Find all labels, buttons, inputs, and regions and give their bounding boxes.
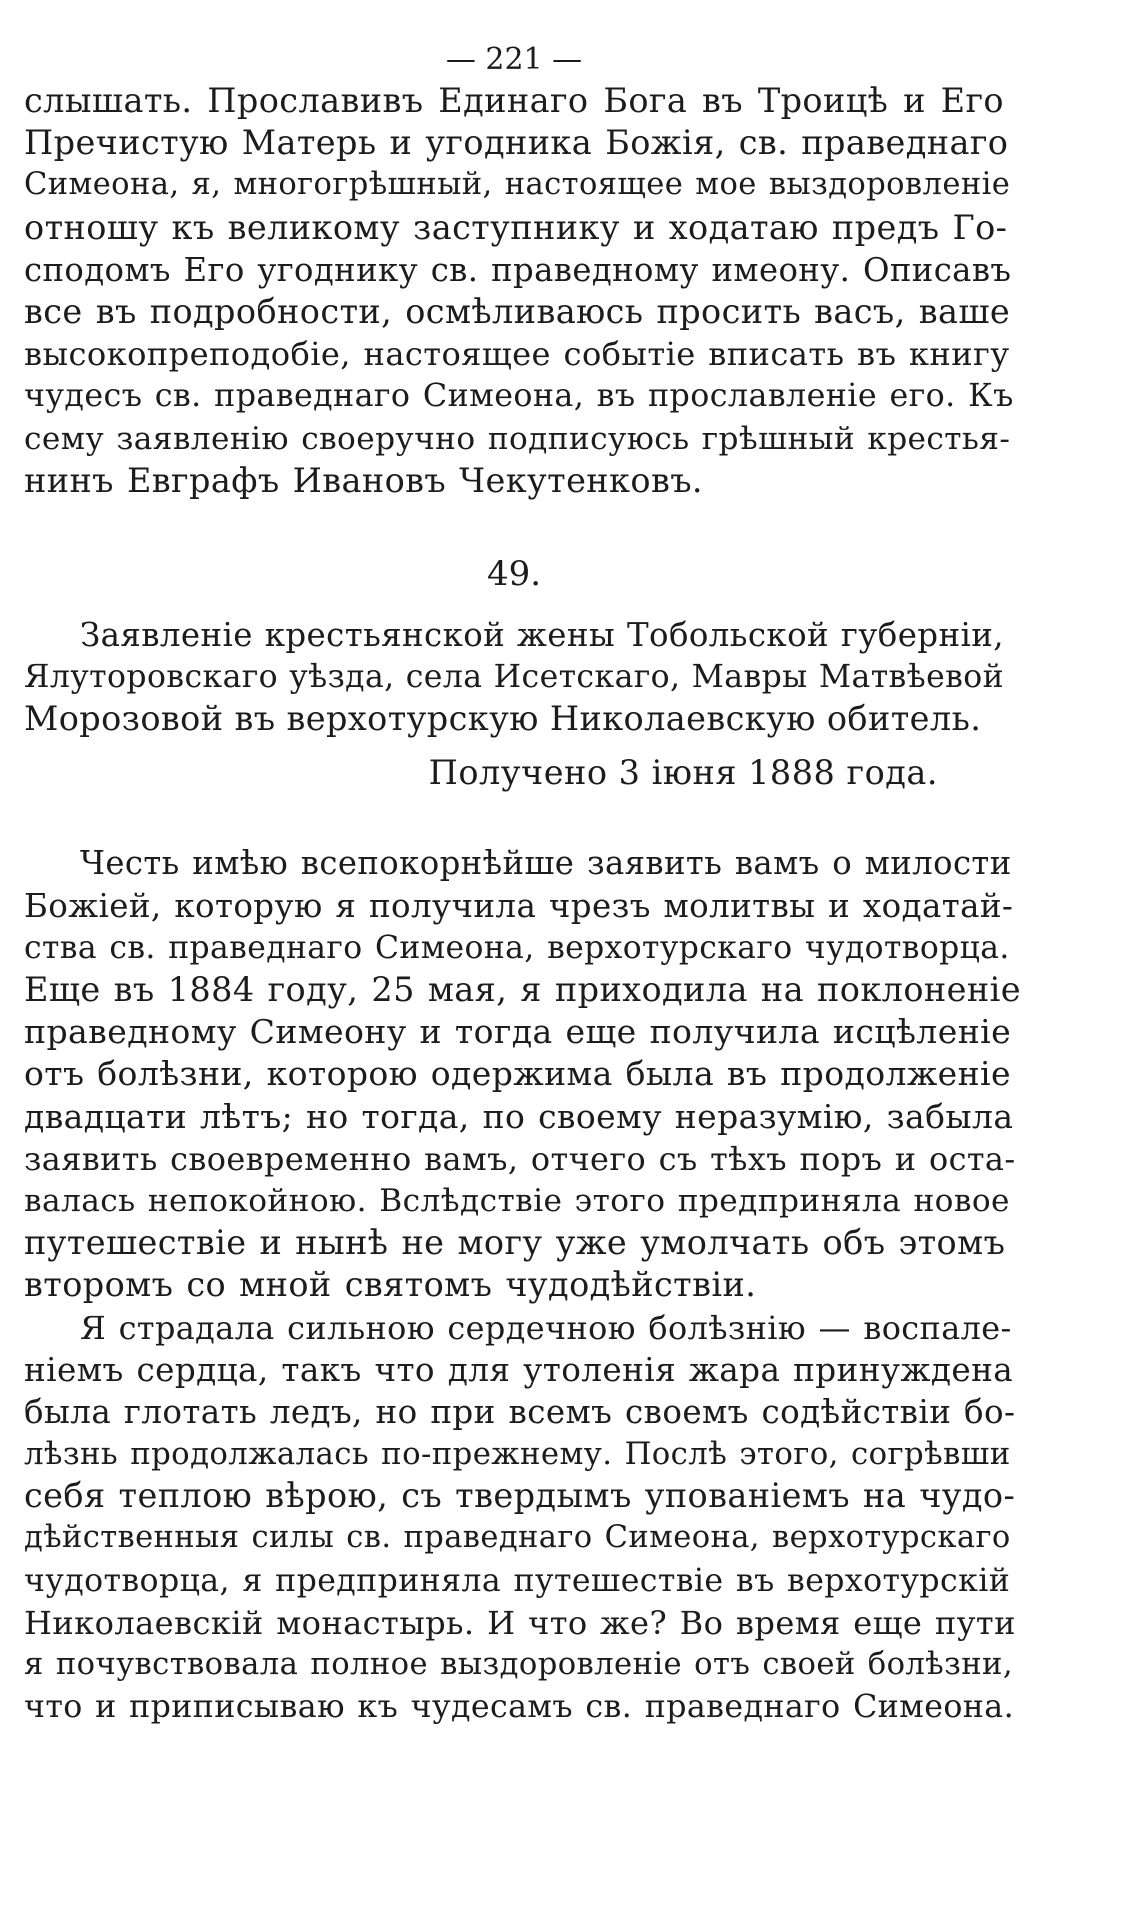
section-heading xyxy=(24,614,1004,741)
text-line: чудесъ св. праведнаго Симеона, въ прославленіе его. Къ xyxy=(24,378,1014,415)
body-paragraph-2 xyxy=(24,1307,1016,1729)
heading-line: Морозовой въ верхотурскую Николаевскую обитель. xyxy=(24,699,982,739)
text-line: ніемъ сердца, такъ что для утоленія жара принуждена xyxy=(24,1350,1014,1389)
text-line: второмъ со мной святомъ чудодѣйствіи. xyxy=(24,1265,757,1305)
text-line: двадцати лѣтъ; но тогда, по своему неразумію, забыла xyxy=(24,1096,1014,1136)
text-line: заявить своевременно вамъ, отчего съ тѣхъ поръ и оста- xyxy=(24,1139,1016,1178)
text-line: нинъ Евграфъ Ивановъ Чекутенковъ. xyxy=(24,460,703,500)
text-line: Еще въ 1884 году, 25 мая, я приходила на поклоненіе xyxy=(24,970,1021,1009)
text-line: Николаевскій монастырь. И что же? Во время еще пути xyxy=(24,1603,1016,1642)
text-line: что и приписываю къ чудесамъ св. праведнаго Симеона. xyxy=(24,1689,1015,1726)
text-line: сему заявленію своеручно подписуюсь грѣшный крестья- xyxy=(24,420,1011,457)
text-line: Симеона, я, многогрѣшный, настоящее мое выздоровленіе xyxy=(24,167,1011,203)
text-line: праведному Симеону и тогда еще получила исцѣленіе xyxy=(24,1012,1012,1052)
heading-line: Заявленіе крестьянской жены Тобольской губерніи, xyxy=(80,615,1004,654)
text-line: высокопреподобіе, настоящее событіе вписать въ книгу xyxy=(24,335,1010,374)
text-line: отъ болѣзни, которою одержима была въ продолженіе xyxy=(24,1054,1011,1094)
text-line: была глотать ледъ, но при всемъ своемъ содѣйствіи бо- xyxy=(24,1392,1016,1431)
text-line: все въ подробности, осмѣливаюсь просить васъ, ваше xyxy=(24,291,1011,331)
text-line: слышать. Прославивъ Единаго Бога въ Троицѣ и Его xyxy=(24,81,1004,120)
text-line: лѣзнь продолжалась по-прежнему. Послѣ этого, согрѣвши xyxy=(24,1436,1011,1473)
text-line: себя теплою вѣрою, съ твердымъ упованіемъ на чудо- xyxy=(24,1476,1016,1516)
text-line: Честь имѣю всепокорнѣйше заявить вамъ о милости xyxy=(80,844,1012,883)
intro-paragraph xyxy=(24,80,1014,502)
body-paragraph-1 xyxy=(24,842,1021,1306)
text-line: валась непокойною. Вслѣдствіе этого предприняла новое xyxy=(24,1182,1010,1219)
text-line: ства св. праведнаго Симеона, верхотурскаго чудотворца. xyxy=(24,929,1010,966)
text-line: я почувствовала полное выздоровленіе отъ своей болѣзни, xyxy=(24,1647,1013,1682)
text-line: сподомъ Его угоднику св. праведному имеону. Описавъ xyxy=(24,250,1012,289)
text-line: Божіей, которую я получила чрезъ молитвы и ходатай- xyxy=(24,886,1014,925)
page-number: — 221 — xyxy=(445,42,583,77)
text-line: дѣйственныя силы св. праведнаго Симеона, верхотурскаго xyxy=(24,1520,1011,1556)
text-line: отношу къ великому заступнику и ходатаю предъ Го- xyxy=(24,207,1008,247)
text-line: чудотворца, я предприняла путешествіе въ верхотурскій xyxy=(24,1562,1011,1599)
section-number: 49. xyxy=(486,553,542,594)
heading-line: Ялуторовскаго уѣзда, села Исетскаго, Мавры Матвѣевой xyxy=(24,659,1004,696)
text-line: Я страдала сильною сердечною болѣзнію — воспале- xyxy=(80,1308,1012,1347)
document-page xyxy=(24,40,1021,1728)
text-line: путешествіе и нынѣ не могу уже умолчать объ этомъ xyxy=(24,1223,1006,1263)
received-date: Получено 3 іюня 1888 года. xyxy=(428,753,938,793)
text-line: Пречистую Матерь и угодника Божія, св. праведнаго xyxy=(24,123,1009,163)
